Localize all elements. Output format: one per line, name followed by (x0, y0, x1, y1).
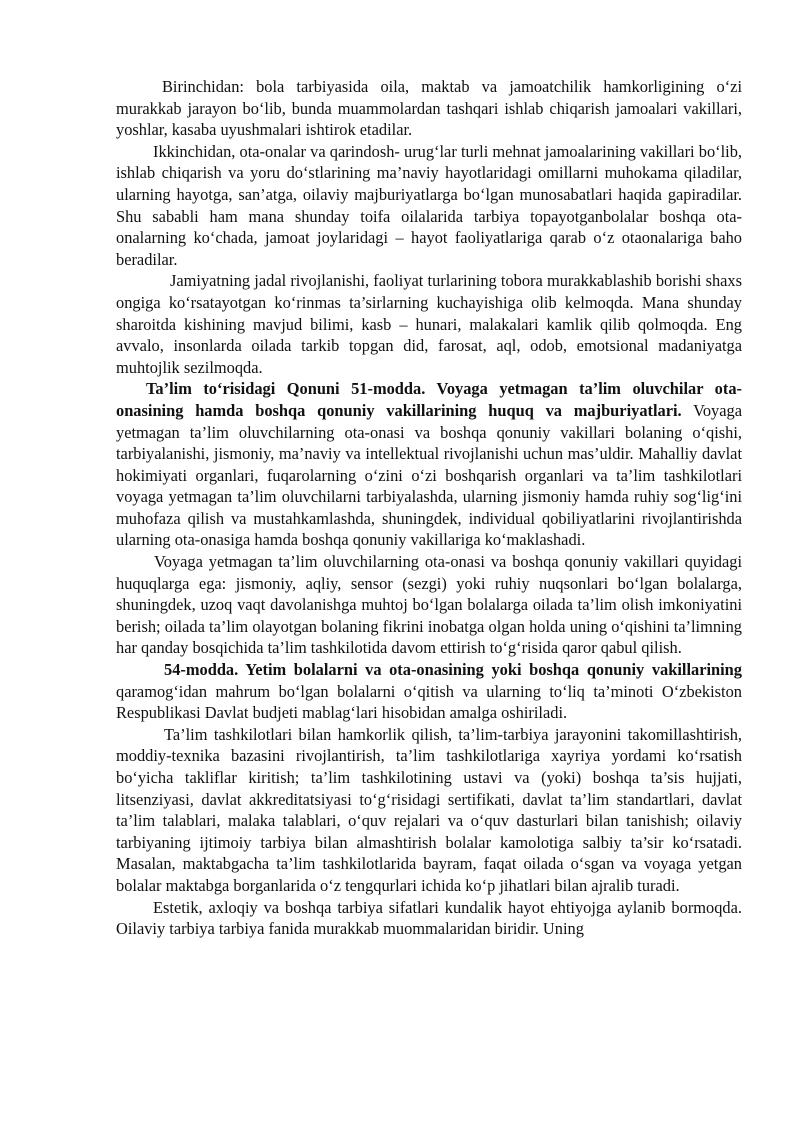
document-page (116, 76, 742, 940)
paragraph-3: Jamiyatning jadal rivojlanishi, faoliyat turlarining tobora murakkablashib borishi shaxs ongiga ko‘rsatayotgan ko‘rinmas ta’sirlarning kuchayishiga olib kelmoqda. Mana shunday sharoitda kishining mavjud bilimi, kasb – hunari, malakalari kamlik qilib qolmoqda. Eng avvalo, insonlarda oilada tarkib topgan did, farosat, aql, odob, emotsional madaniyatga muhtojlik sezilmoqda. (116, 271, 742, 377)
paragraph-6 (116, 659, 742, 724)
paragraph-2: Ikkinchidan, ota-onalar va qarindosh- urug‘lar turli mehnat jamoalarining vakillari bo‘lib, ishlab chiqarish va yoru do‘stlarining ma’naviy hayotlaridagi omillarni muhokama qiladilar, ularning hayotga, san’atga, oilaviy majburiyatlarga bo‘lgan munosabatlari haqida gapiradilar. Shu sababli ham mana shunday toifa oilalarida tarbiya topayotganbolalar boshqa ota-onalarning ko‘chada, jamoat joylaridagi – hayot faoliyatlariga qarab o‘z otaonalariga baho beradilar. (116, 141, 742, 269)
law-article-51-heading: Ta’lim to‘risidagi Qonuni 51-modda. Voyaga yetmagan ta’lim oluvchilar ota-onasining hamda boshqa qonuniy vakillarining huquq va majburiyatlari. (116, 379, 742, 420)
law-article-51-text: Voyaga yetmagan ta’lim oluvchilarning ota-onasi va boshqa qonuniy vakillari bolaning o‘qishi, tarbiyalanishi, jismoniy, ma’naviy va intellektual rivojlanishi uchun mas’uldir. Mahalliy davlat hokimiyati organlari, fuqarolarning o‘zini o‘zi boshqarish organlari va ta’lim tashkilotlari voyaga yetmagan ta’lim oluvchilarni tarbiyalashda, ularning jismoniy hamda ruhiy sog‘lig‘ini muhofaza qilish va mustahkamlashda, shuningdek, individual qobiliyatlarini rivojlantirishda ularning ota-onasiga hamda boshqa qonuniy vakillariga ko‘maklashadi. (116, 400, 742, 550)
paragraph-1: Birinchidan: bola tarbiyasida oila, maktab va jamoatchilik hamkorligining o‘zi murakkab jarayon bo‘lib, bunda muammolardan tashqari ishlab chiqarish jamoalari vakillari, yoshlar, kasaba uyushmalari ishtirok etadilar. (116, 77, 742, 140)
paragraph-5: Voyaga yetmagan ta’lim oluvchilarning ota-onasi va boshqa qonuniy vakillari quyidagi huquqlarga ega: jismoniy, aqliy, sensor (sezgi) yoki ruhiy nuqsonlari bo‘lgan bolalarga, shuningdek, uzoq vaqt davolanishga muhtoj bo‘lgan bolalarga oilada ta’lim olish imkoniyatini berish; oilada ta’lim olayotgan bolaning fikrini inobatga olgan holda uning o‘qishini ta’limning har qanday bosqichida ta’lim tashkilotida davom ettirish to‘g‘risida qaror qabul qilish. (116, 552, 742, 658)
paragraph-8: Estetik, axloqiy va boshqa tarbiya sifatlari kundalik hayot ehtiyojga aylanib bormoqda. Oilaviy tarbiya tarbiya fanida murakkab muommalaridan biridir. Uning (116, 897, 742, 939)
paragraph-7: Ta’lim tashkilotlari bilan hamkorlik qilish, ta’lim-tarbiya jarayonini takomillashtirish, moddiy-texnika bazasini rivojlantirish, ta’lim tashkilotlariga xayriya yordami ko‘rsatish bo‘yicha takliflar kiritish; ta’lim tashkilotining ustavi va (yoki) boshqa ta’sis hujjati, litsenziyasi, davlat akkreditatsiyasi to‘g‘risidagi sertifikati, davlat ta’lim standartlari, davlat ta’lim talablari, malaka talablari, o‘quv rejalari va o‘quv dasturlari bilan tanishish; oilaviy tarbiyaning ijtimoiy tarbiya bilan almashtirish bolalar kamolotiga salbiy ta’sir ko‘rsatadi. Masalan, maktabgacha ta’lim tashkilotlarida bayram, faqat oilada o‘sgan va voyaga yetgan bolalar maktabga borganlarida o‘z tengqurlari ichida ko‘p jihatlari bilan ajralib turadi. (116, 724, 742, 895)
paragraph-4 (116, 378, 742, 551)
law-article-54-heading: 54-modda. Yetim bolalarni va ota-onasining yoki boshqa qonuniy vakillarining (164, 660, 742, 680)
law-article-54-text: qaramog‘idan mahrum bo‘lgan bolalarni o‘qitish va ularning to‘liq ta’minoti O‘zbekiston Respublikasi Davlat budjeti mablag‘lari hisobidan amalga oshiriladi. (116, 681, 742, 723)
